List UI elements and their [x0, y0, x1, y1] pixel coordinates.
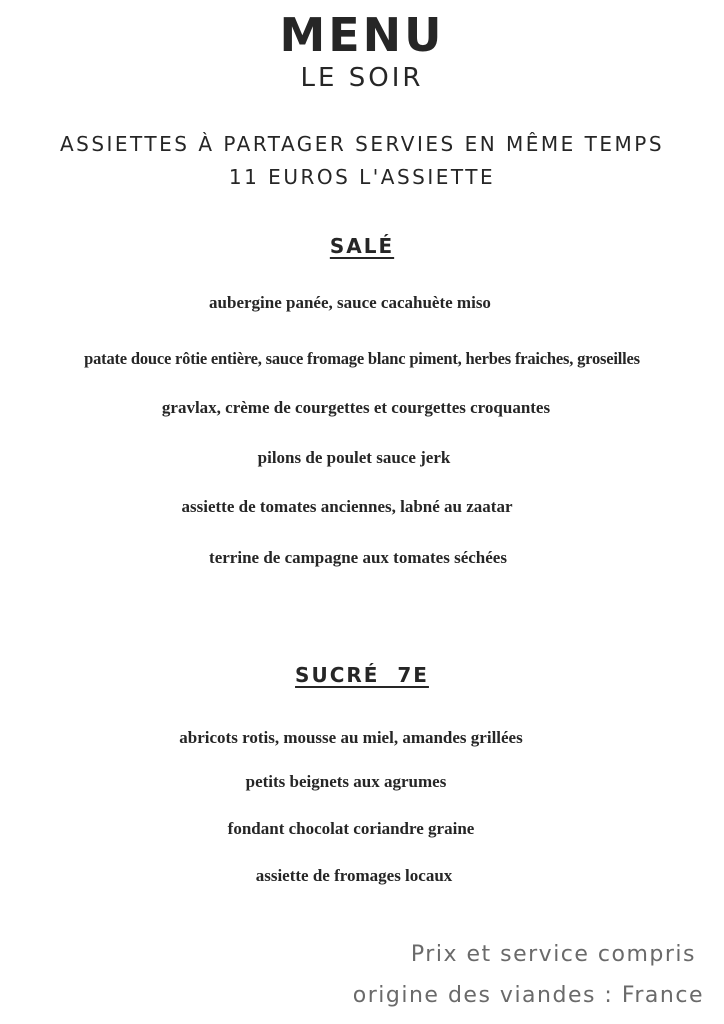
intro-line-sharing: ASSIETTES À PARTAGER SERVIES EN MÊME TEMPS: [59, 132, 665, 156]
menu-item: pilons de poulet sauce jerk: [257, 448, 451, 467]
section-heading-sale: SALÉ: [329, 234, 395, 258]
menu-item: terrine de campagne aux tomates séchées: [209, 548, 507, 567]
menu-item: aubergine panée, sauce cacahuète miso: [209, 293, 491, 312]
menu-item: gravlax, crème de courgettes et courgettes croquantes: [161, 398, 551, 417]
footer-price-note: Prix et service compris: [410, 942, 696, 967]
menu-item: assiette de tomates anciennes, labné au zaatar: [181, 497, 513, 516]
menu-title: MENU: [279, 8, 445, 62]
menu-item: abricots rotis, mousse au miel, amandes grillées: [179, 728, 523, 747]
menu-item: petits beignets aux agrumes: [245, 772, 447, 791]
footer-meat-origin: origine des viandes : France: [352, 983, 704, 1008]
menu-item: fondant chocolat coriandre graine: [227, 819, 475, 838]
section-heading-sucre: SUCRÉ 7E: [295, 663, 429, 687]
menu-subtitle: LE SOIR: [300, 63, 424, 93]
intro-line-price: 11 EUROS L'ASSIETTE: [228, 165, 496, 189]
menu-item: patate douce rôtie entière, sauce fromage blanc piment, herbes fraiches, groseilles: [84, 349, 640, 368]
menu-item: assiette de fromages locaux: [255, 866, 453, 885]
